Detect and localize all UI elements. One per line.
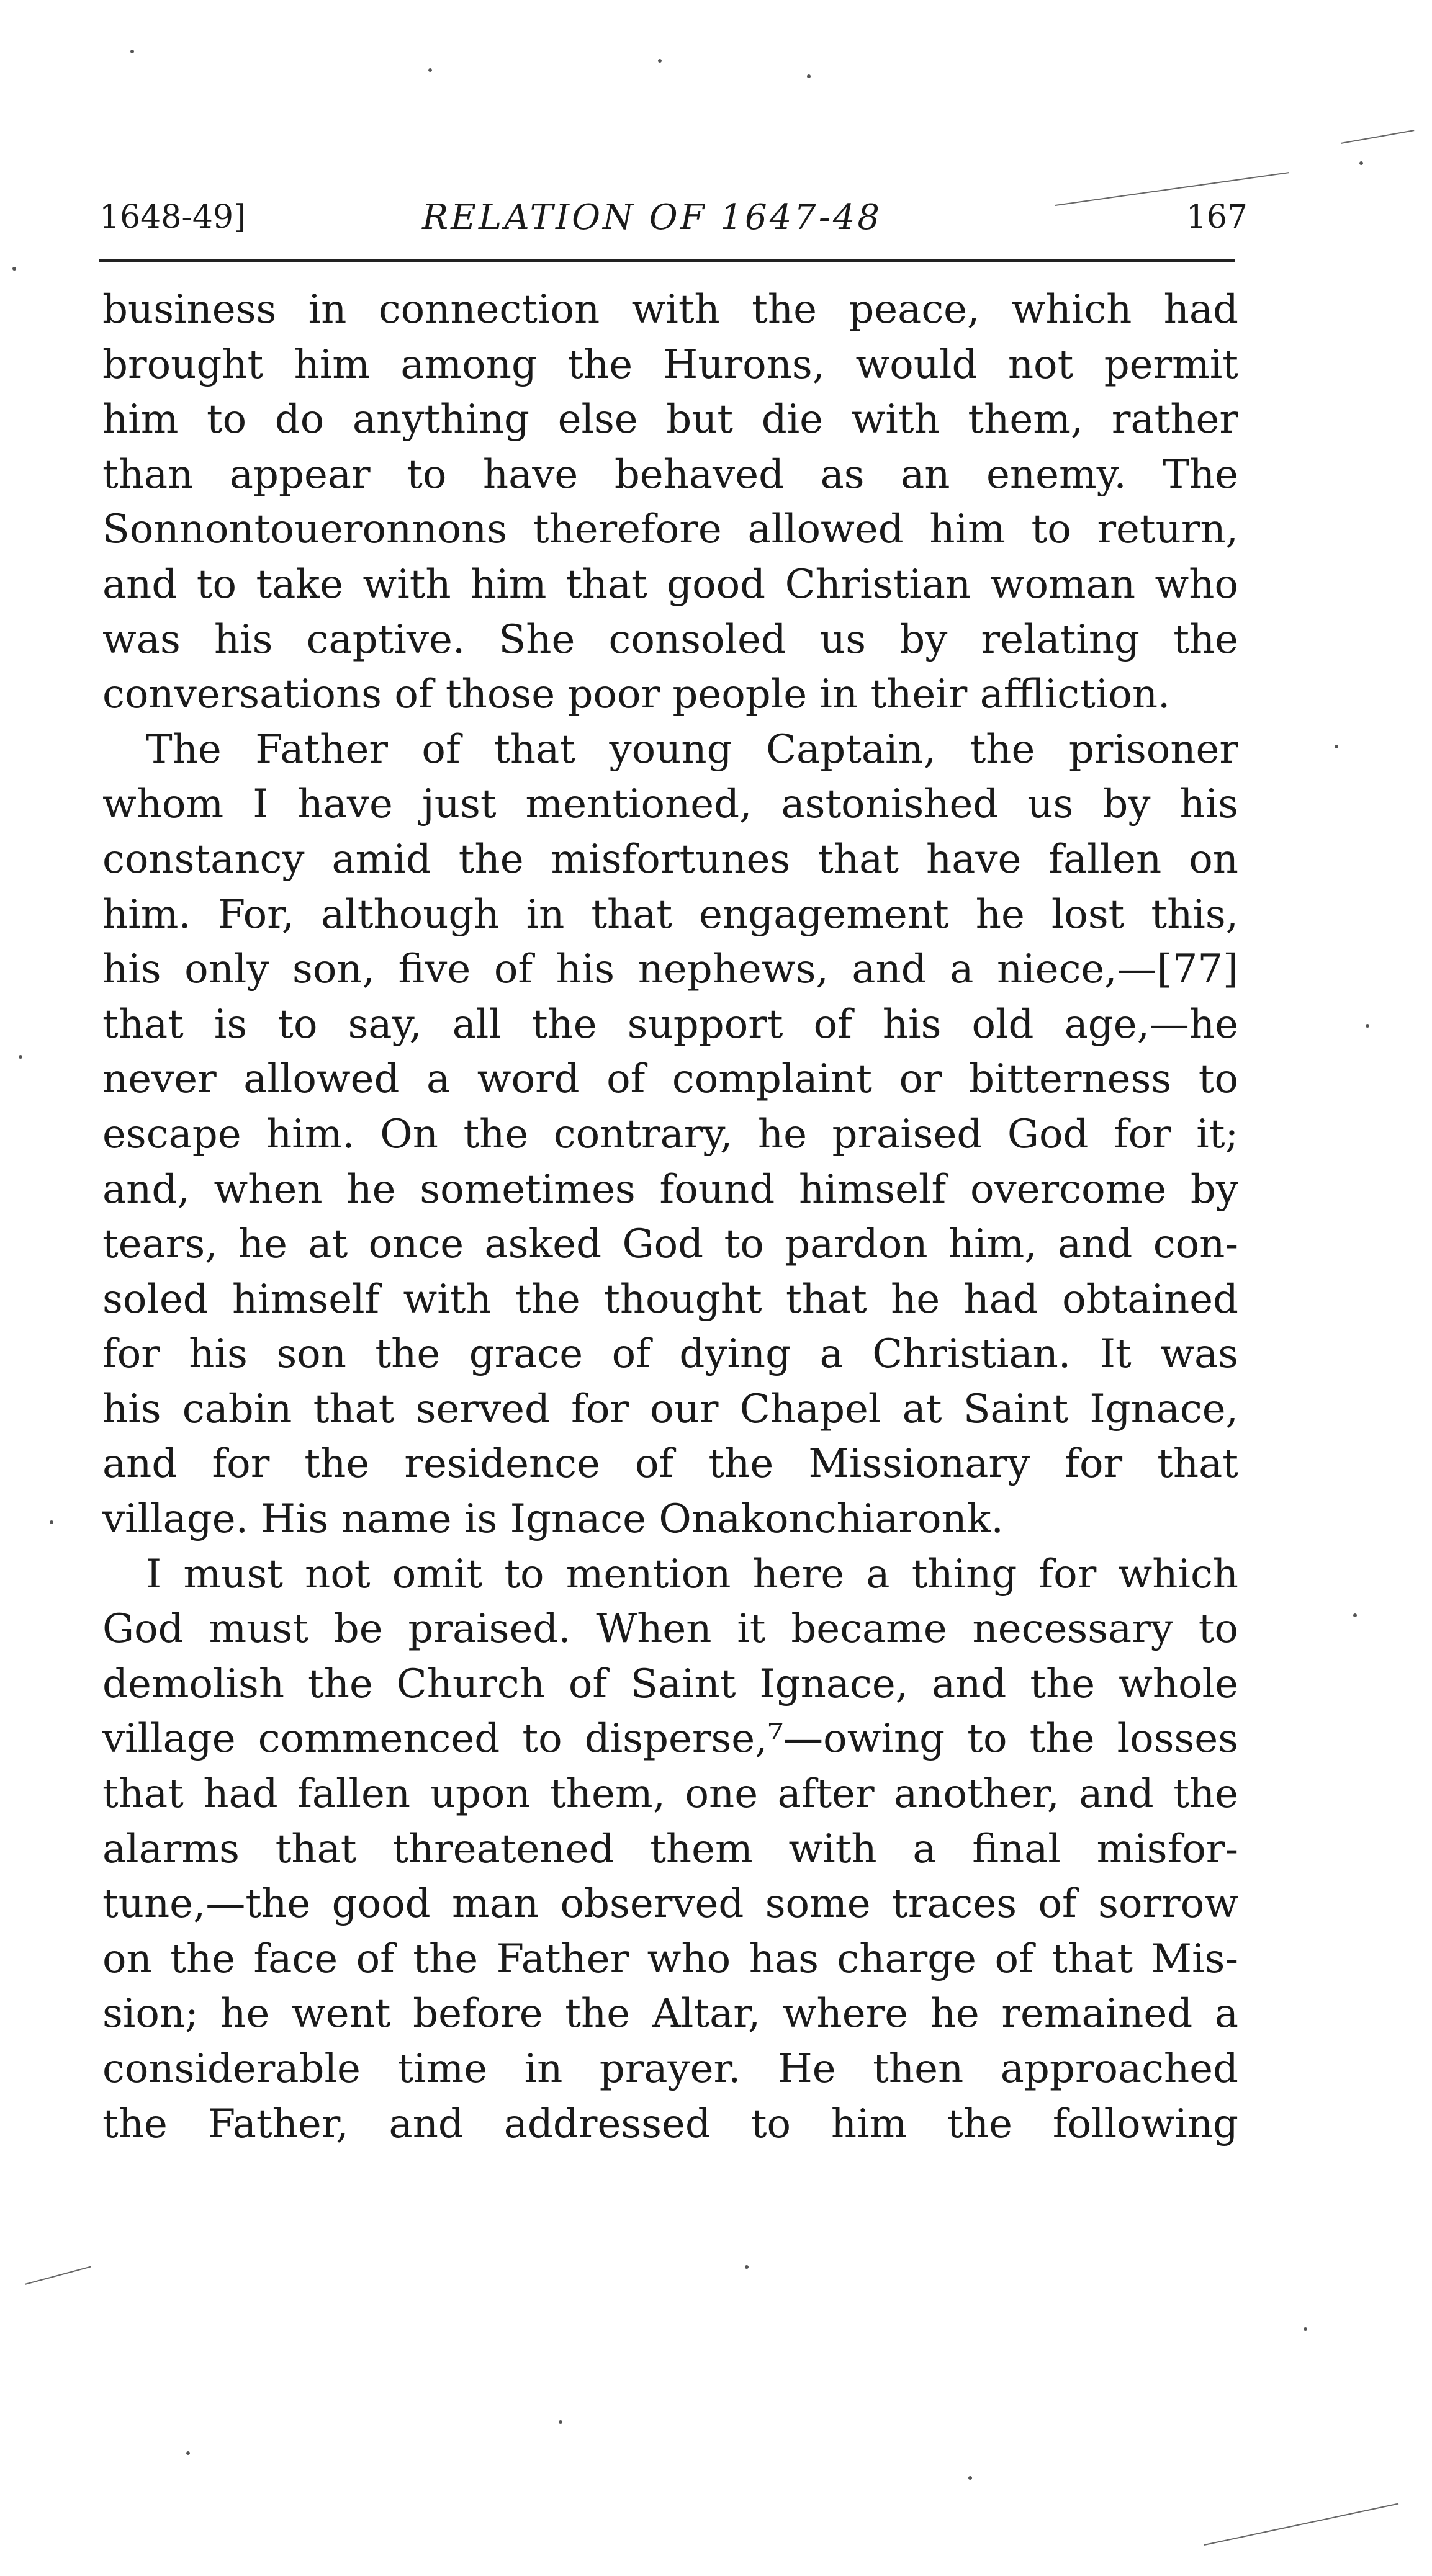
- text-line: whom I have just mentioned, astonished us by his: [102, 781, 1238, 828]
- text-line: Sonnontoueronnons therefore allowed him to return,: [102, 506, 1238, 553]
- text-line: was his captive. She consoled us by relating the: [102, 616, 1238, 663]
- text-line: and, when he sometimes found himself overcome by: [102, 1166, 1238, 1213]
- text-line: brought him among the Hurons, would not permit: [102, 341, 1238, 388]
- text-line: his cabin that served for our Chapel at Saint Ignace,: [102, 1386, 1238, 1432]
- text-line: conversations of those poor people in their affliction.: [102, 671, 1171, 718]
- running-header: [99, 186, 1248, 242]
- body-text: [102, 282, 1238, 2152]
- text-line: The Father of that young Captain, the prisoner: [146, 726, 1238, 773]
- paragraph-3: [102, 1547, 1238, 2152]
- text-line: escape him. On the contrary, he praised God for it;: [102, 1111, 1238, 1157]
- header-year-range: 1648-49]: [99, 199, 246, 236]
- text-line: business in connection with the peace, which had: [102, 287, 1238, 333]
- text-line: village commenced to disperse,⁷—owing to the losses: [102, 1716, 1238, 1762]
- text-line: sion; he went before the Altar, where he remained a: [102, 1991, 1238, 2037]
- scan-line-artifact: [25, 2266, 91, 2285]
- text-line: that had fallen upon them, one after another, and the: [102, 1771, 1238, 1818]
- text-line: tears, he at once asked God to pardon him, and con-: [102, 1221, 1238, 1268]
- text-line: and to take with him that good Christian woman who: [102, 561, 1238, 608]
- text-line: never allowed a word of complaint or bitterness to: [102, 1056, 1238, 1103]
- text-line: and for the residence of the Missionary for that: [102, 1441, 1238, 1488]
- text-line: his only son, five of his nephews, and a niece,—[77]: [102, 946, 1238, 993]
- text-line: on the face of the Father who has charge of that Mis-: [102, 1936, 1238, 1982]
- header-rule: [99, 259, 1235, 262]
- text-line: him. For, although in that engagement he lost this,: [102, 891, 1238, 938]
- scan-line-artifact: [1204, 2503, 1398, 2545]
- page-number: 167: [1186, 199, 1248, 236]
- text-line: God must be praised. When it became necessary to: [102, 1606, 1238, 1653]
- text-line: for his son the grace of dying a Christian. It was: [102, 1331, 1238, 1378]
- text-line: that is to say, all the support of his old age,—he: [102, 1001, 1238, 1048]
- paragraph-1: [102, 282, 1238, 722]
- header-title: RELATION OF 1647-48: [422, 197, 883, 238]
- text-line: demolish the Church of Saint Ignace, and the whole: [102, 1661, 1238, 1707]
- scan-line-artifact: [1341, 130, 1415, 144]
- text-line: tune,—the good man observed some traces of sorrow: [102, 1881, 1238, 1928]
- text-line: alarms that threatened them with a final misfor-: [102, 1826, 1238, 1872]
- text-line: the Father, and addressed to him the following: [102, 2101, 1238, 2147]
- text-line: soled himself with the thought that he had obtained: [102, 1276, 1238, 1322]
- text-line: I must not omit to mention here a thing for which: [146, 1551, 1238, 1597]
- text-line: than appear to have behaved as an enemy. The: [102, 451, 1238, 498]
- paragraph-2: [102, 722, 1238, 1547]
- text-line: him to do anything else but die with them, rather: [102, 397, 1238, 443]
- text-line: village. His name is Ignace Onakonchiaronk.: [102, 1496, 1004, 1543]
- text-line: considerable time in prayer. He then approached: [102, 2046, 1238, 2092]
- text-line: constancy amid the misfortunes that have fallen on: [102, 836, 1238, 882]
